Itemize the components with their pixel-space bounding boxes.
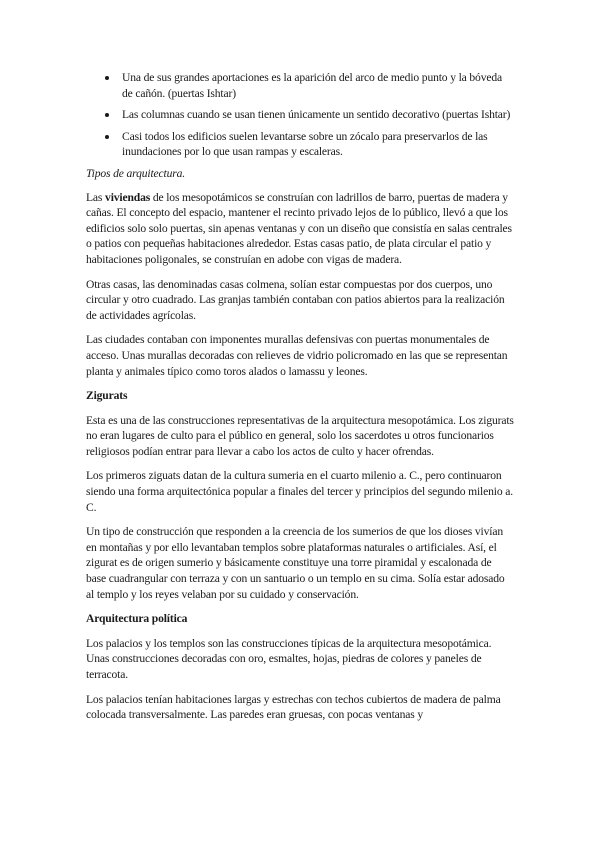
bullet-item <box>86 129 514 160</box>
paragraph-politica-1: Los palacios y los templos son las construcciones típicas de la arquitectura mesopotámica. Unas construcciones decoradas con oro, esmaltes, hojas, piedras de colores y paneles de terracota. <box>86 636 492 681</box>
bullet-list <box>86 70 514 160</box>
bullet-item <box>86 107 514 123</box>
bullet-text: Una de sus grandes aportaciones es la aparición del arco de medio punto y la bóveda de cañón. (puertas Ishtar) <box>122 71 502 100</box>
section-heading-politica: Arquitectura política <box>86 612 188 626</box>
paragraph-viviendas <box>86 190 514 268</box>
paragraph-zigurats-3: Un tipo de construcción que responden a la creencia de los sumerios de que los dioses vivían en montañas y por ello levantaban templos sobre plataformas naturales o artificiales. Así, el zigurat es de origen sumerio y básicamente constituye una torre piramidal y escalonada de base cuadrangular con terraza y con un santuario o un templo en su cima. Solía estar adosado al templo y los reyes velaban por su cuidado y conservación. <box>86 525 505 601</box>
paragraph-rest: de los mesopotámicos se construían con ladrillos de barro, puertas de madera y cañas. El concepto del espacio, mantener el recinto privado lejos de lo público, llevó a que los edificios solo solo puertas, sin apenas ventanas y con un diseño que consistía en salas centrales o patios con pequeñas habitaciones alrededor. Estas casas patio, de plata circular el patio y habitaciones poligonales, se construían en adobe con vigas de madera. <box>86 190 512 266</box>
paragraph-ciudades: Las ciudades contaban con imponentes murallas defensivas con puertas monumentales de acceso. Unas murallas decoradas con relieves de vidrio policromado en las que se representan planta y animales típico como toros alados o lamassu y leones. <box>86 333 508 378</box>
paragraph-zigurats-1: Esta es una de las construcciones representativas de la arquitectura mesopotámica. Los zigurats no eran lugares de culto para el público en general, solo los sacerdotes u otros funcionarios religiosos podían entrar para llevar a cabo los actos de culto y hacer ofrendas. <box>86 413 514 458</box>
document-page <box>86 66 514 732</box>
paragraph-politica-2: Los palacios tenían habitaciones largas y estrechas con techos cubiertos de madera de palma colocada transversalmente. Las paredes eran gruesas, con pocas ventanas y <box>86 692 501 722</box>
section-heading-tipos: Tipos de arquitectura. <box>86 166 186 180</box>
bullet-icon <box>105 113 109 117</box>
paragraph-prefix: Las <box>86 190 106 204</box>
bullet-icon <box>105 76 109 80</box>
paragraph-casas-colmena: Otras casas, las denominadas casas colmena, solían estar compuestas por dos cuerpos, uno circular y otro cuadrado. Las granjas también contaban con patios abiertos para la realización de actividades agrícolas. <box>86 277 505 322</box>
bold-term-viviendas: viviendas <box>105 190 151 204</box>
bullet-text: Casi todos los edificios suelen levantarse sobre un zócalo para preservarlos de las inundaciones por lo que usan rampas y escaleras. <box>122 129 488 159</box>
bullet-text: Las columnas cuando se usan tienen únicamente un sentido decorativo (puertas Ishtar) <box>122 108 511 122</box>
section-heading-zigurats: Zigurats <box>86 389 128 403</box>
bullet-item <box>86 70 514 101</box>
bullet-icon <box>105 135 109 139</box>
paragraph-zigurats-2: Los primeros ziguats datan de la cultura sumeria en el cuarto milenio a. C., pero continuaron siendo una forma arquitectónica popular a finales del tercer y principios del segundo milenio a. C. <box>86 469 513 514</box>
